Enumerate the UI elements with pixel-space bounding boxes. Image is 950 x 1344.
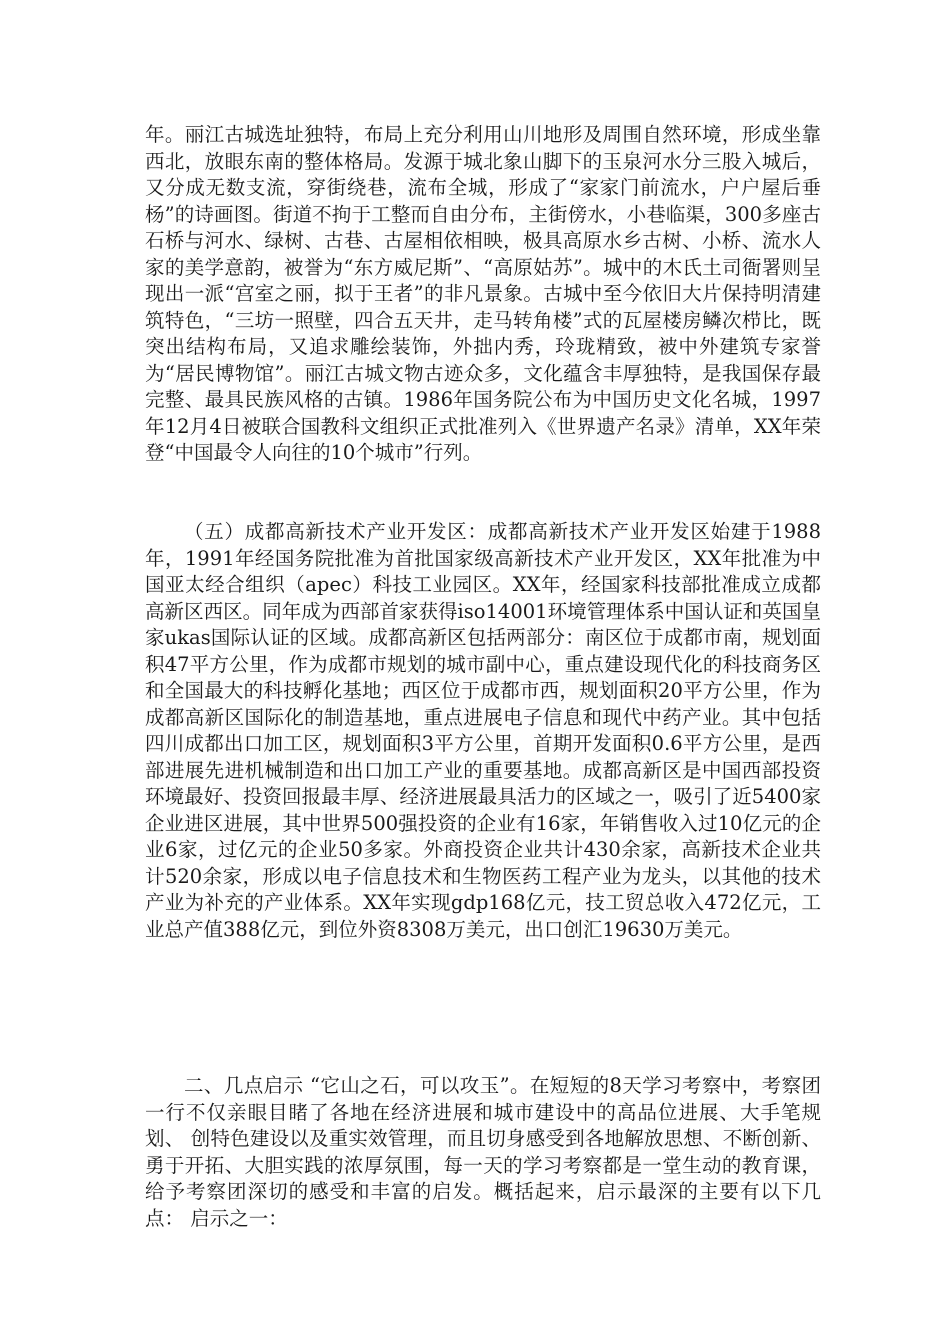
paragraph-lijiang-old-town: 年。丽江古城选址独特，布局上充分利用山川地形及周围自然环境，形成坐靠西北，放眼东南的整体格局。发源于城北象山脚下的玉泉河水分三股入城后，又分成无数支流，穿街绕巷，流布全城，形成了“家家门前流水，户户屋后垂杨”的诗画图。街道不拘于工整而自由分布，主街傍水，小巷临渠，300多座古石桥与河水、绿树、古巷、古屋相依相映，极具高原水乡古树、小桥、流水人家的美学意韵，被誉为“东方威尼斯”、“高原姑苏”。城中的木氏土司衙署则呈现出一派“宫室之丽，拟于王者”的非凡景象。古城中至今依旧大片保持明清建筑特色，“三坊一照壁，四合五天井，走马转角楼”式的瓦屋楼房鳞次栉比，既突出结构布局，又追求雕绘装饰，外拙内秀，玲珑精致，被中外建筑专家誉为“居民博物馆”。丽江古城文物古迹众多，文化蕴含丰厚独特，是我国保存最完整、最具民族风格的古镇。1986年国务院公布为中国历史文化名城，1997年12月4日被联合国教科文组织正式批准列入《世界遗产名录》清单，XX年荣登“中国最令人向往的10个城市”行列。 [145, 123, 821, 464]
paragraph-chengdu-hi-tech-zone: （五）成都高新技术产业开发区：成都高新技术产业开发区始建于1988年，1991年经国务院批准为首批国家级高新技术产业开发区，XX年批准为中国亚太经合组织（apec）科技工业园区。XX年，经国家科技部批准成立成都高新区西区。同年成为西部首家获得iso14001环境管理体系中国认证和英国皇家ukas国际认证的区域。成都高新区包括两部分：南区位于成都市南，规划面积47平方公里，作为成都市规划的城市副中心，重点建设现代化的科技商务区和全国最大的科技孵化基地；西区位于成都市西，规划面积20平方公里，作为成都高新区国际化的制造基地，重点进展电子信息和现代中药产业。其中包括四川成都出口加工区，规划面积3平方公里，首期开发面积0.6平方公里，是西部进展先进机械制造和出口加工产业的重要基地。成都高新区是中国西部投资环境最好、投资回报最丰厚、经济进展最具活力的区域之一，吸引了近5400家企业进区进展，其中世界500强投资的企业有16家，年销售收入过10亿元的企业6家，过亿元的企业50多家。外商投资企业共计430余家，高新技术企业共计520余家，形成以电子信息技术和生物医药工程产业为龙头，以其他的技术产业为补充的产业体系。XX年实现gdp168亿元，技工贸总收入472亿元，工业总产值388亿元，到位外资8308万美元，出口创汇19630万美元。 [145, 520, 821, 941]
paragraph-insights: 二、几点启示 “它山之石，可以攻玉”。在短短的8天学习考察中，考察团一行不仅亲眼目睹了各地在经济进展和城市建设中的高品位进展、大手笔规划、 创特色建设以及重实效管理，而且切身感受到各地解放思想、不断创新、勇于开拓、大胆实践的浓厚氛围，每一天的学习考察都是一堂生动的教育课，给予考察团深切的感受和丰富的启发。概括起来，启示最深的主要有以下几点： 启示之一： [145, 1074, 821, 1230]
